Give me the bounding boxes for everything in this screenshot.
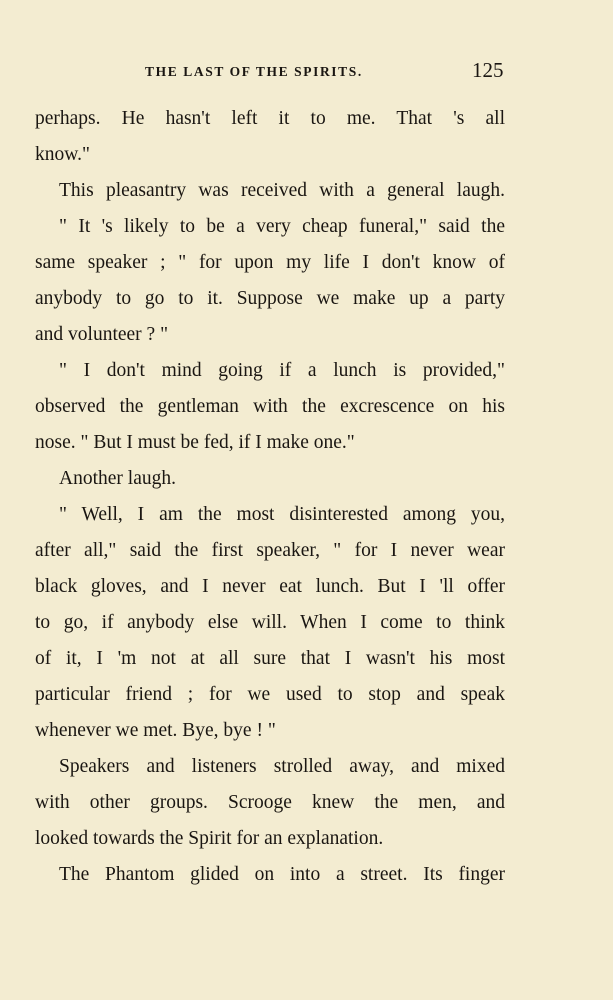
- text-line: " It 's likely to be a very cheap funeral," said the: [59, 216, 505, 237]
- text-line: of it, I 'm not at all sure that I wasn't his most: [35, 648, 505, 669]
- text-line: observed the gentleman with the excrescence on his: [35, 396, 505, 417]
- page-number: 125: [472, 58, 504, 82]
- text-line: with other groups. Scrooge knew the men, and: [35, 792, 505, 813]
- body-text: [35, 101, 505, 893]
- text-line: This pleasantry was received with a general laugh.: [59, 180, 505, 201]
- text-line: whenever we met. Bye, bye ! ": [35, 720, 276, 741]
- text-line: Speakers and listeners strolled away, and mixed: [59, 756, 505, 777]
- text-line: perhaps. He hasn't left it to me. That 's all: [35, 108, 505, 129]
- text-line: particular friend ; for we used to stop and speak: [35, 684, 505, 705]
- text-line: anybody to go to it. Suppose we make up a party: [35, 288, 505, 309]
- text-line: looked towards the Spirit for an explanation.: [35, 828, 384, 849]
- text-line: " Well, I am the most disinterested among you,: [59, 504, 505, 525]
- text-line: after all," said the first speaker, " for I never wear: [35, 540, 505, 561]
- text-line: The Phantom glided on into a street. Its finger: [59, 864, 505, 885]
- text-line: " I don't mind going if a lunch is provided,": [59, 360, 505, 381]
- text-line: nose. " But I must be fed, if I make one.": [35, 432, 355, 453]
- text-line: Another laugh.: [59, 468, 176, 489]
- text-line: and volunteer ? ": [35, 324, 169, 345]
- running-head: THE LAST OF THE SPIRITS.: [145, 64, 363, 79]
- text-line: black gloves, and I never eat lunch. But I 'll offer: [35, 576, 505, 597]
- text-line: to go, if anybody else will. When I come to think: [35, 612, 505, 633]
- text-line: know.": [35, 144, 90, 165]
- text-line: same speaker ; " for upon my life I don't know of: [35, 252, 505, 273]
